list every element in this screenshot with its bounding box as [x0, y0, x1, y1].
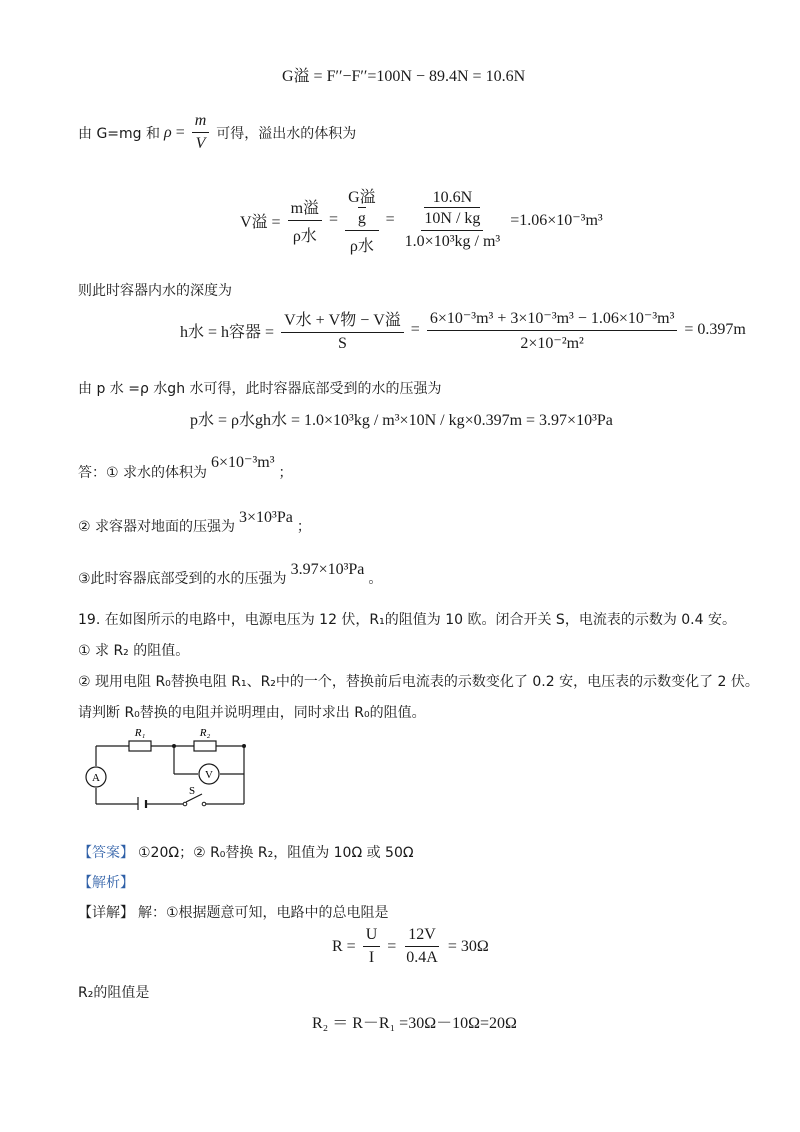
frac-num-top: G溢 [348, 189, 376, 206]
detail-tag: 【详解】 [78, 905, 134, 921]
answer-1-value: 6×10⁻³m³ [211, 454, 275, 471]
answer-2-label: ② 求容器对地面的压强为 [78, 519, 236, 535]
v-result: =1.06×10⁻³m³ [510, 212, 603, 229]
answer-1-label: 答：① 求水的体积为 [78, 465, 208, 481]
fraction-values [403, 926, 441, 967]
answer-1-end: ； [278, 465, 293, 481]
equation-g-overflow: G溢 = F′′−F′′=100N − 89.4N = 10.6N [282, 68, 526, 85]
answer-2 [78, 509, 311, 536]
v-lhs: V溢 = [240, 213, 281, 231]
resistor-r2 [194, 741, 216, 751]
equation-depth: h水 = h容器 = $\frac{\text{V水 + V物 − V溢}}{S}$ = $\frac{\text{6×10⁻³m³ + 3×10⁻³m³ − 1.06×10⁻³m³}}{\text{2×10⁻²m²}}$ = 0.397m [180, 307, 746, 353]
equation-r2: R₂ ＝ R－R₁ =30Ω－10Ω=20Ω [312, 1015, 517, 1032]
equals-sign: = [387, 937, 397, 955]
answer-text: ①20Ω；② R₀替换 R₂，阻值为 10Ω 或 50Ω [138, 845, 414, 861]
answer-2-value: 3×10³Pa [239, 509, 293, 526]
frac-den: I [368, 949, 375, 966]
frac-num: U [363, 926, 381, 947]
analysis-tag: 【解析】 [78, 875, 134, 891]
text-g-mg-pre: 由 G=mg 和 [78, 125, 161, 142]
text-g-mg-post: 可得，溢出水的体积为 [216, 125, 357, 142]
equation-v-overflow: V溢 = $\frac{\text{m溢}}{\text{ρ水}}$ = G溢 g ρ水 = 10.6N 10N / kg 1.0×10³kg / m³ =1.06×10⁻³m³ [240, 184, 603, 256]
fraction-g-g-rho [345, 184, 379, 256]
frac-num-top: 10.6N [432, 189, 473, 206]
depth-lhs: h水 = h容器 = [180, 323, 275, 341]
frac-num: m溢 [288, 195, 322, 221]
text-r2: R₂的阻值是 [78, 985, 150, 1001]
rho-formula: ρ = $\frac{m}{V}$ [164, 112, 212, 153]
text-density-relation [78, 112, 356, 153]
ammeter-label: A [92, 772, 100, 784]
r1-label: R₁ [134, 727, 146, 739]
answer-tag: 【答案】 [78, 845, 134, 861]
frac-num: 12V [405, 926, 439, 947]
voltmeter-label: V [205, 769, 213, 781]
fraction-volumes [281, 307, 404, 353]
depth-result: = 0.397m [684, 321, 746, 338]
equation-r-total [332, 926, 489, 967]
switch-label: S [188, 785, 196, 797]
question-19-line-4: 请判断 R₀替换的电阻并说明理由，同时求出 R₀的阻值。 [78, 705, 426, 721]
frac-den: ρ水 [349, 238, 374, 255]
fraction-m-rho [288, 195, 322, 246]
frac-den: 2×10⁻²m² [520, 334, 584, 352]
question-19-line-3: ② 现用电阻 R₀替换电阻 R₁、R₂中的一个，替换前后电流表的示数变化了 0.2 安，电压表的示数变化了 2 伏。 [78, 674, 759, 690]
frac-den: S [337, 335, 347, 352]
answer-3-value: 3.97×10³Pa [290, 561, 365, 578]
frac-num-bottom: 10N / kg [424, 207, 480, 228]
frac-den: ρ水 [292, 227, 317, 245]
detail-line [78, 902, 389, 922]
answer-2-end: ； [296, 519, 311, 535]
fraction-numbers [402, 189, 504, 251]
answer-1 [78, 454, 293, 482]
fraction-volume-values [427, 308, 678, 353]
frac-num: 6×10⁻³m³ + 3×10⁻³m³ − 1.06×10⁻³m³ [427, 308, 678, 331]
frac-den: 1.0×10³kg / m³ [404, 233, 501, 250]
r-result: = 30Ω [447, 937, 489, 955]
frac-num-bottom: g [358, 207, 366, 228]
answer-3 [78, 561, 383, 588]
question-19-line-1: 19. 在如图所示的电路中，电源电压为 12 伏，R₁的阻值为 10 欧。闭合开关 S，电流表的示数为 0.4 安。 [78, 612, 736, 628]
equation-pressure: p水 = ρ水gh水 = 1.0×10³kg / m³×10N / kg×0.397m = 3.97×10³Pa [190, 412, 613, 429]
text-pressure-intro: 由 p 水 =ρ 水gh 水可得，此时容器底部受到的水的压强为 [78, 381, 442, 397]
detail-text: 解：①根据题意可知，电路中的总电阻是 [138, 905, 389, 921]
r2-label: R₂ [199, 727, 211, 739]
resistor-r1 [129, 741, 151, 751]
r-lhs: R = [332, 937, 356, 955]
circuit-diagram [78, 722, 258, 810]
answer-3-end: 。 [368, 571, 383, 587]
question-19-line-2: ① 求 R₂ 的阻值。 [78, 643, 190, 659]
frac-num: V水 + V物 − V溢 [281, 307, 404, 333]
answer-3-label: ③此时容器底部受到的水的压强为 [78, 571, 287, 587]
text-depth: 则此时容器内水的深度为 [78, 283, 232, 299]
fraction-u-i [363, 926, 381, 967]
answer-line [78, 842, 414, 862]
frac-den: 0.4A [406, 949, 438, 966]
